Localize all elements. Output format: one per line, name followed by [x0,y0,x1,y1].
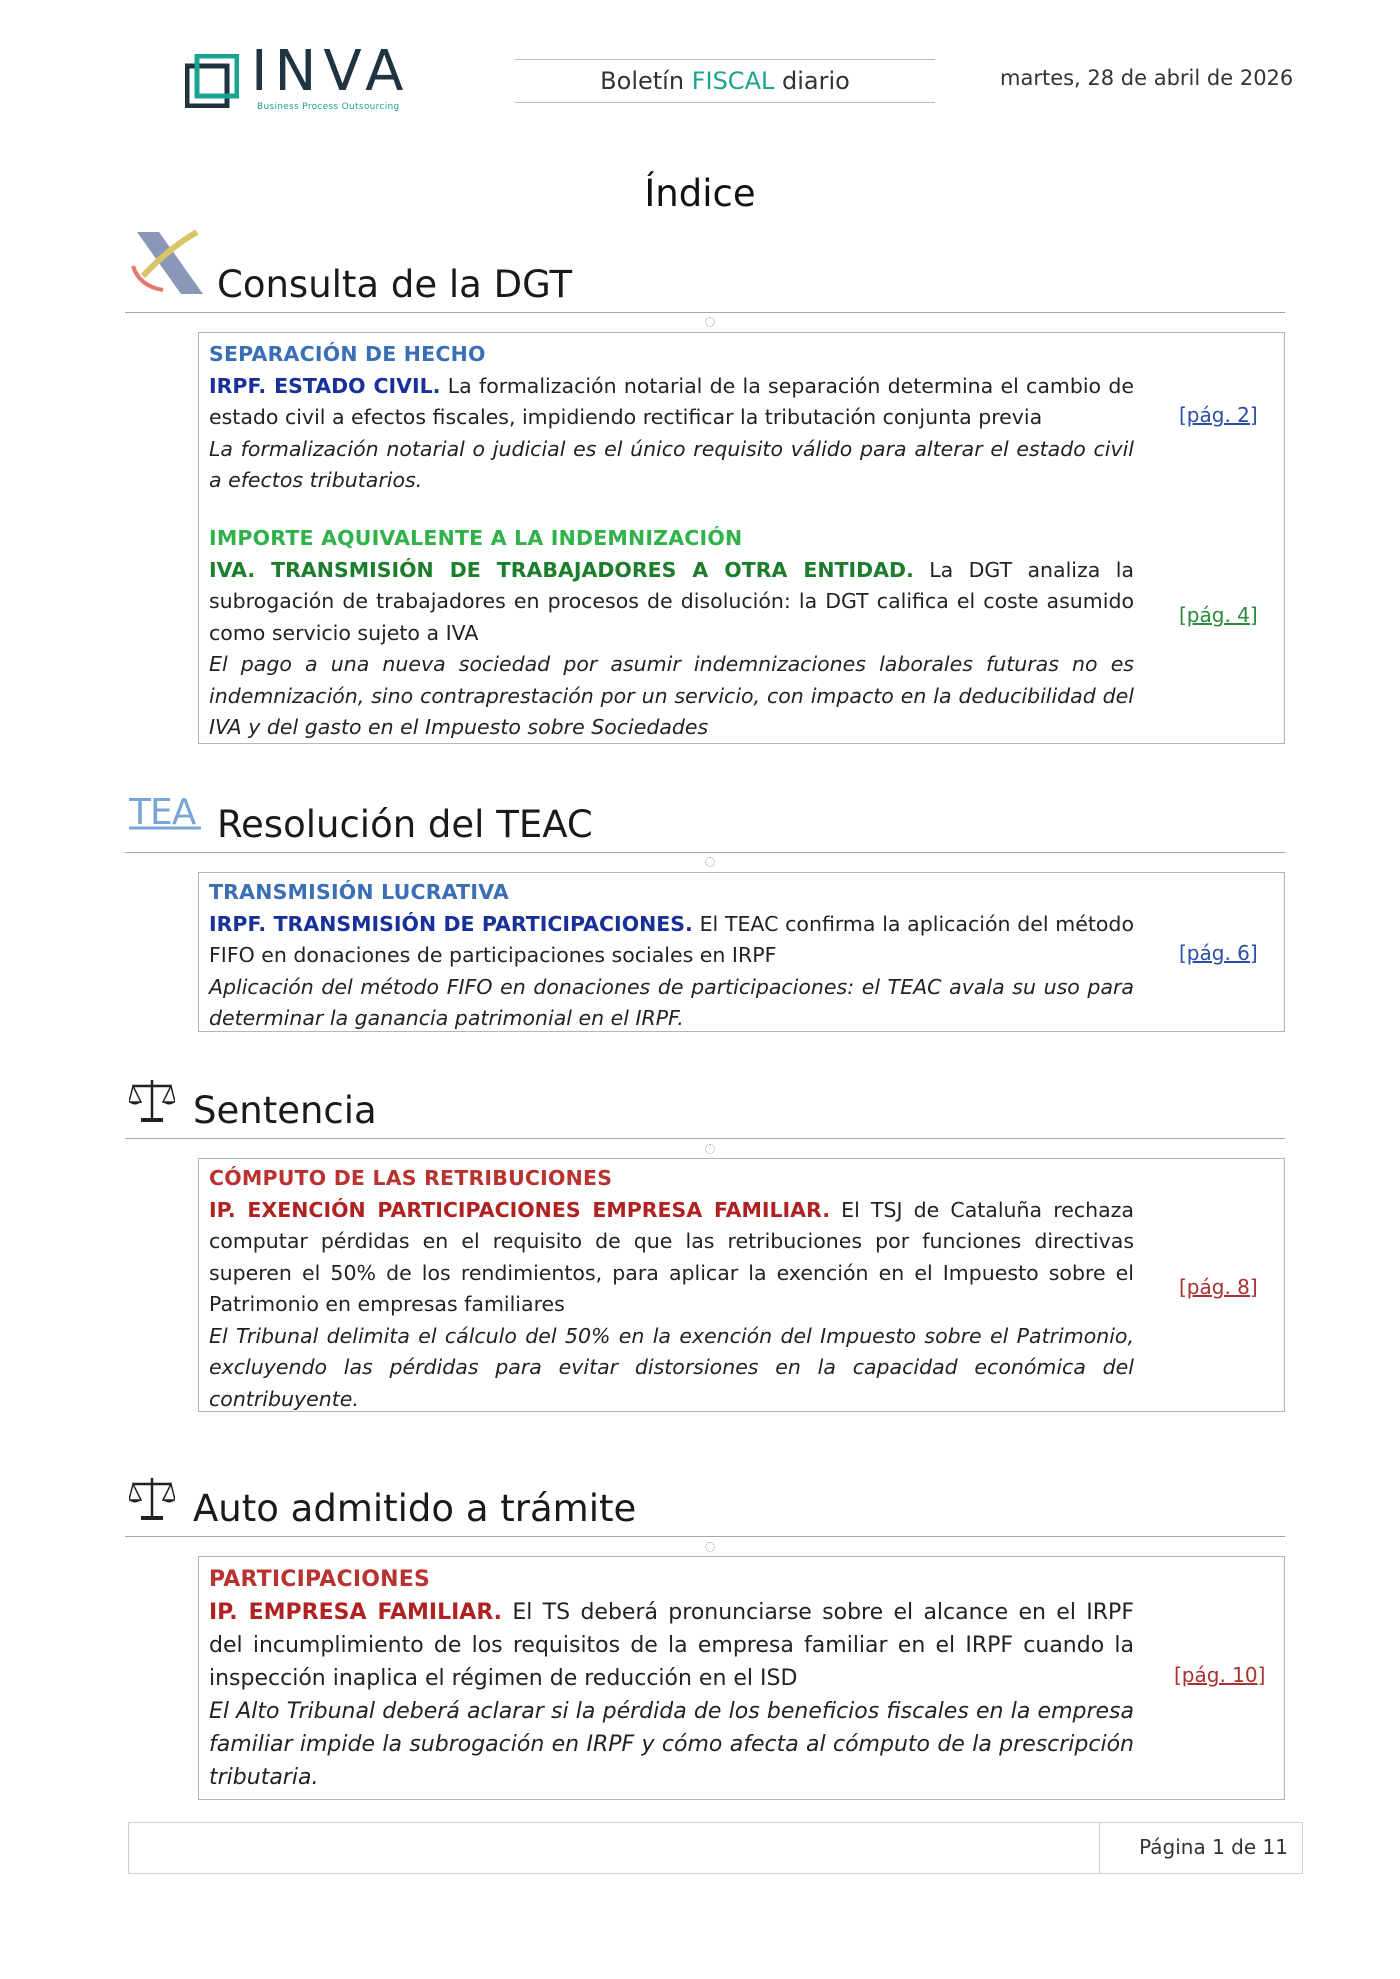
page-link[interactable]: [pág. 6] [1179,941,1258,965]
section-heading-dgt [125,222,1285,313]
section-box-dgt [198,332,1285,744]
entry-description: El TS deberá pronunciarse sobre el alcance en el IRPF del incumplimiento de los requisitos de la empresa familiar en el IRPF cuando la inspección inaplica el régimen de reducción en el ISD [209,1600,1134,1691]
page-number: Página 1 de 11 [1139,1835,1288,1859]
entry-description: La formalización notarial de la separación determina el cambio de estado civil a efectos fiscales, impidiendo rectificar la tributación conjunta previa [209,373,1134,429]
section-box-teac [198,872,1285,1032]
section-title-teac: Resolución del TEAC [217,803,593,846]
anchor-icon [705,1542,715,1552]
entry-category: TRANSMISIÓN LUCRATIVA [209,880,509,904]
entry-category: IMPORTE AQUIVALENTE A LA INDEMNIZACIÓN [209,526,743,550]
index-entry [209,523,1269,744]
page-link[interactable]: [pág. 2] [1179,403,1258,427]
anchor-icon [705,857,715,867]
entry-summary: El Alto Tribunal deberá aclarar si la pérdida de los beneficios fiscales en la empresa familiar impide la subrogación en IRPF y cómo afecta al cómputo de la prescripción tributaria. [209,1699,1134,1790]
entry-summary: El pago a una nueva sociedad por asumir indemnizaciones laborales futuras no es indemnización, sino contraprestación por un servicio, con impacto en la deducibilidad del IVA y del gasto en el Impuesto sobre Sociedades [209,652,1134,739]
page-link[interactable]: [pág. 10] [1174,1663,1266,1687]
scales-icon [129,1076,175,1124]
section-heading-auto [125,1462,1285,1537]
section-title-sentencia: Sentencia [193,1089,377,1132]
entry-description: El TEAC confirma la aplicación del método FIFO en donaciones de participaciones sociales en IRPF [209,911,1134,967]
inva-logo [185,39,411,118]
entry-description: La DGT analiza la subrogación de trabajadores en procesos de disolución: la DGT califica el coste asumido como servicio sujeto a IVA [209,557,1134,645]
anchor-icon [705,317,715,327]
bulletin-date: martes, 28 de abril de 2026 [1000,66,1294,90]
page-link[interactable]: [pág. 8] [1179,1275,1258,1299]
tea-logo-text: TEA [129,792,196,832]
inva-logo-mark-icon [185,54,239,108]
page-footer [128,1822,1303,1874]
entry-summary: La formalización notarial o judicial es el único requisito válido para alterar el estado civil a efectos tributarios. [209,436,1134,492]
page-link[interactable]: [pág. 4] [1179,603,1258,627]
logo-subtitle: Business Process Outsourcing [257,102,400,112]
entry-lead: IP. EXENCIÓN PARTICIPACIONES EMPRESA FAMILIAR. [209,1197,830,1222]
entry-summary: El Tribunal delimita el cálculo del 50% en la exención del Impuesto sobre el Patrimonio, excluyendo las pérdidas para evitar distorsiones en la capacidad económica del contribuyente. [209,1323,1134,1411]
anchor-icon [705,1144,715,1154]
index-entry [209,877,1269,1035]
bulletin-accent: FISCAL [691,67,775,95]
scales-icon [129,1474,175,1522]
entry-category: CÓMPUTO DE LAS RETRIBUCIONES [209,1166,613,1190]
logo-wordmark: INVA [251,39,411,104]
tea-logo-icon [129,790,201,832]
aeat-x-logo-icon [129,228,209,298]
entry-lead: IP. EMPRESA FAMILIAR. [209,1600,503,1625]
index-entry [209,1163,1269,1415]
entry-summary: Aplicación del método FIFO en donaciones de participaciones: el TEAC avala su uso para determinar la ganancia patrimonial en el IRPF. [209,974,1134,1030]
footer-divider [1099,1823,1100,1873]
entry-lead: IRPF. ESTADO CIVIL. [209,373,441,398]
index-entry [209,1563,1269,1794]
bulletin-title [515,59,935,103]
entry-lead: IVA. TRANSMISIÓN DE TRABAJADORES A OTRA ENTIDAD. [209,557,914,582]
bulletin-suffix: diario [782,67,850,95]
entry-lead: IRPF. TRANSMISIÓN DE PARTICIPACIONES. [209,911,693,936]
index-title: Índice [644,172,756,215]
section-heading-teac [125,778,1285,853]
section-box-auto [198,1556,1285,1800]
entry-description: El TSJ de Cataluña rechaza computar pérdidas en el requisito de que las retribuciones por funciones directivas superen el 50% de los rendimientos, para aplicar la exención en el Impuesto sobre el Patrimonio en empresas familiares [209,1197,1134,1316]
bulletin-prefix: Boletín [600,67,685,95]
index-entry [209,339,1269,497]
entry-category: SEPARACIÓN DE HECHO [209,342,486,366]
section-box-sentencia [198,1158,1285,1412]
entry-category: PARTICIPACIONES [209,1567,431,1592]
section-title-dgt: Consulta de la DGT [217,263,573,306]
section-title-auto: Auto admitido a trámite [193,1487,637,1530]
section-heading-sentencia [125,1064,1285,1139]
